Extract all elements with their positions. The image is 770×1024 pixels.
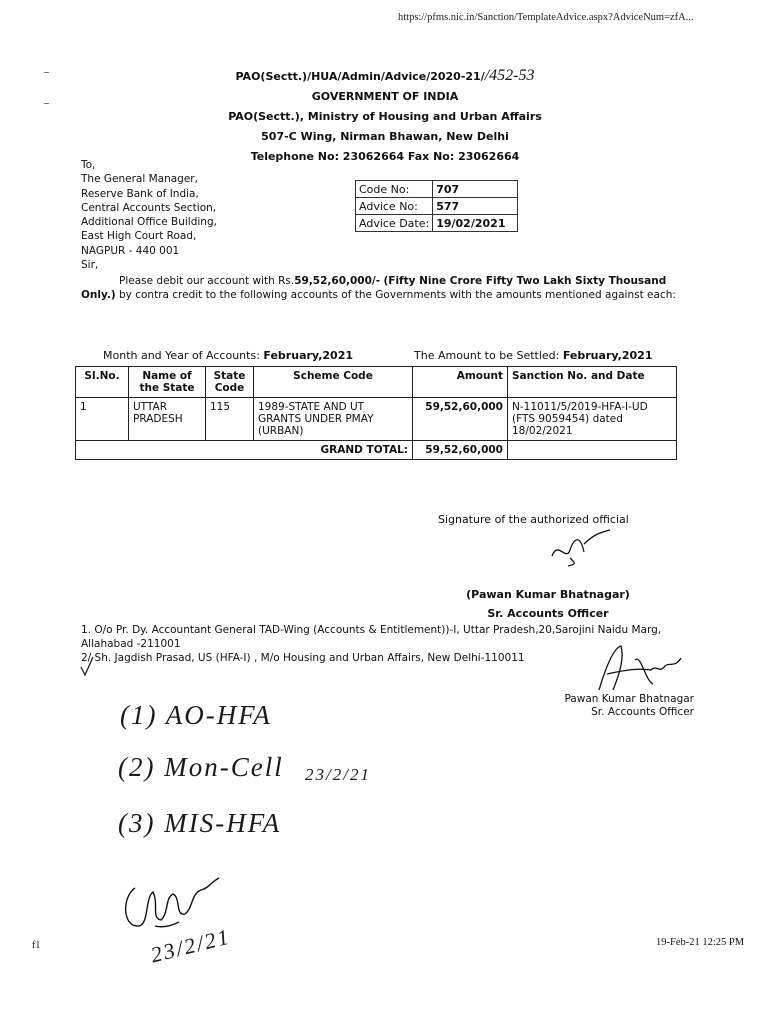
- column-header: Name of the State: [129, 367, 206, 398]
- column-header: Scheme Code: [254, 367, 413, 398]
- amount-cell: 59,52,60,000: [413, 398, 508, 441]
- empty-cell: [508, 441, 677, 460]
- sl-no-cell: 1: [76, 398, 129, 441]
- letter-header: [0, 66, 770, 167]
- advice-date-row: [356, 215, 518, 232]
- amount-in-words: (Fifty Nine Crore Fifty Two Lakh Sixty Thousand Only.): [81, 275, 667, 301]
- debit-amount: 59,52,60,000/-: [294, 275, 381, 287]
- second-signatory-name: Pawan Kumar Bhatnagar: [564, 693, 694, 705]
- month-of-accounts: [103, 349, 353, 362]
- address-line: NAGPUR - 440 001: [81, 244, 180, 257]
- table-header-row: [76, 367, 677, 398]
- office-name: PAO(Sectt.), Ministry of Housing and Urban Affairs: [228, 110, 542, 123]
- amount-settled: [414, 349, 652, 362]
- copy-to-1: 1. O/o Pr. Dy. Accountant General TAD-Wing (Accounts & Entitlement))-I, Uttar Pradesh,20,Sarojini Naidu Marg, Allahabad -211001: [81, 624, 662, 650]
- instruction-text-cont: by contra credit to the following accounts of the Governments with the amounts mentioned against each:: [115, 289, 676, 301]
- month-label: Month and Year of Accounts:: [103, 349, 264, 362]
- grand-total-row: [76, 441, 677, 460]
- code-label: Code No:: [356, 181, 433, 198]
- address-line: The General Manager,: [81, 173, 198, 186]
- tick-mark-icon: [80, 655, 94, 677]
- margin-mark: [44, 72, 49, 73]
- code-value: 707: [433, 181, 518, 198]
- grand-total-value: 59,52,60,000: [413, 441, 508, 460]
- address-line: Central Accounts Section,: [81, 201, 217, 214]
- scheme-code-cell: 1989-STATE AND UT GRANTS UNDER PMAY (URBAN): [254, 398, 413, 441]
- column-header: State Code: [206, 367, 254, 398]
- table-row: [76, 398, 677, 441]
- govt-title: GOVERNMENT OF INDIA: [311, 90, 459, 103]
- column-header: Sl.No.: [76, 367, 129, 398]
- state-name-cell: UTTAR PRADESH: [129, 398, 206, 441]
- page-url: https://pfms.nic.in/Sanction/TemplateAdvice.aspx?AdviceNum=zfA...: [398, 12, 694, 23]
- salutation: Sir,: [81, 259, 99, 272]
- handwritten-note-2: (2) Mon-Cell: [118, 752, 284, 782]
- handwritten-note-1: (1) AO-HFA: [120, 700, 272, 730]
- debit-instruction: [81, 274, 681, 302]
- signatory-designation: Sr. Accounts Officer: [487, 607, 609, 620]
- second-signatory-block: [548, 693, 694, 719]
- reference-number: PAO(Sectt.)/HUA/Admin/Advice/2020-21/: [235, 70, 485, 83]
- recipient-address: [81, 158, 217, 272]
- month-value: February,2021: [263, 349, 354, 362]
- margin-mark: [44, 103, 49, 104]
- advice-date-value: 19/02/2021: [433, 215, 518, 232]
- handwritten-note-2-date: 23/2/21: [305, 765, 371, 784]
- office-address: 507-C Wing, Nirman Bhawan, New Delhi: [261, 130, 509, 143]
- second-signatory-designation: Sr. Accounts Officer: [591, 706, 694, 718]
- advice-no-row: [356, 198, 518, 215]
- footer-page-ref: f1: [32, 940, 41, 951]
- copy-to-2: 2/ Sh. Jagdish Prasad, US (HFA-I) , M/o Housing and Urban Affairs, New Delhi-110011: [81, 652, 525, 664]
- signature-label: Signature of the authorized official: [438, 513, 629, 526]
- signature-scribble-icon: [540, 522, 620, 572]
- to-label: To,: [81, 159, 96, 171]
- handwritten-reference: /452-53: [484, 67, 535, 84]
- state-code-cell: 115: [206, 398, 254, 441]
- instruction-text: Please debit our account with Rs.: [119, 275, 295, 287]
- sanction-cell: N-11011/5/2019-HFA-I-UD (FTS 9059454) dated 18/02/2021: [508, 398, 677, 441]
- column-header: Amount: [413, 367, 508, 398]
- advice-date-label: Advice Date:: [356, 215, 433, 232]
- second-signature-scribble-icon: [595, 640, 685, 700]
- settled-label: The Amount to be Settled:: [414, 349, 563, 362]
- address-line: East High Court Road,: [81, 230, 197, 243]
- signatory-name: (Pawan Kumar Bhatnagar): [466, 588, 630, 601]
- grand-total-label: GRAND TOTAL:: [76, 441, 413, 460]
- address-line: Reserve Bank of India,: [81, 187, 199, 200]
- column-header: Sanction No. and Date: [508, 367, 677, 398]
- advice-no-label: Advice No:: [356, 198, 433, 215]
- signatory-block: [453, 585, 643, 623]
- telephone-line: Telephone No: 23062664 Fax No: 23062664: [250, 150, 520, 163]
- code-row: [356, 181, 518, 198]
- advice-no-value: 577: [433, 198, 518, 215]
- address-line: Additional Office Building,: [81, 216, 217, 229]
- handwritten-date: 23/2/21: [148, 923, 233, 968]
- advice-codes-table: [355, 180, 518, 232]
- settled-value: February,2021: [562, 349, 653, 362]
- accounts-table: [75, 366, 677, 460]
- handwritten-note-3: (3) MIS-HFA: [118, 808, 282, 838]
- reference-line: [0, 66, 770, 87]
- print-timestamp: 19-Feb-21 12:25 PM: [656, 937, 745, 948]
